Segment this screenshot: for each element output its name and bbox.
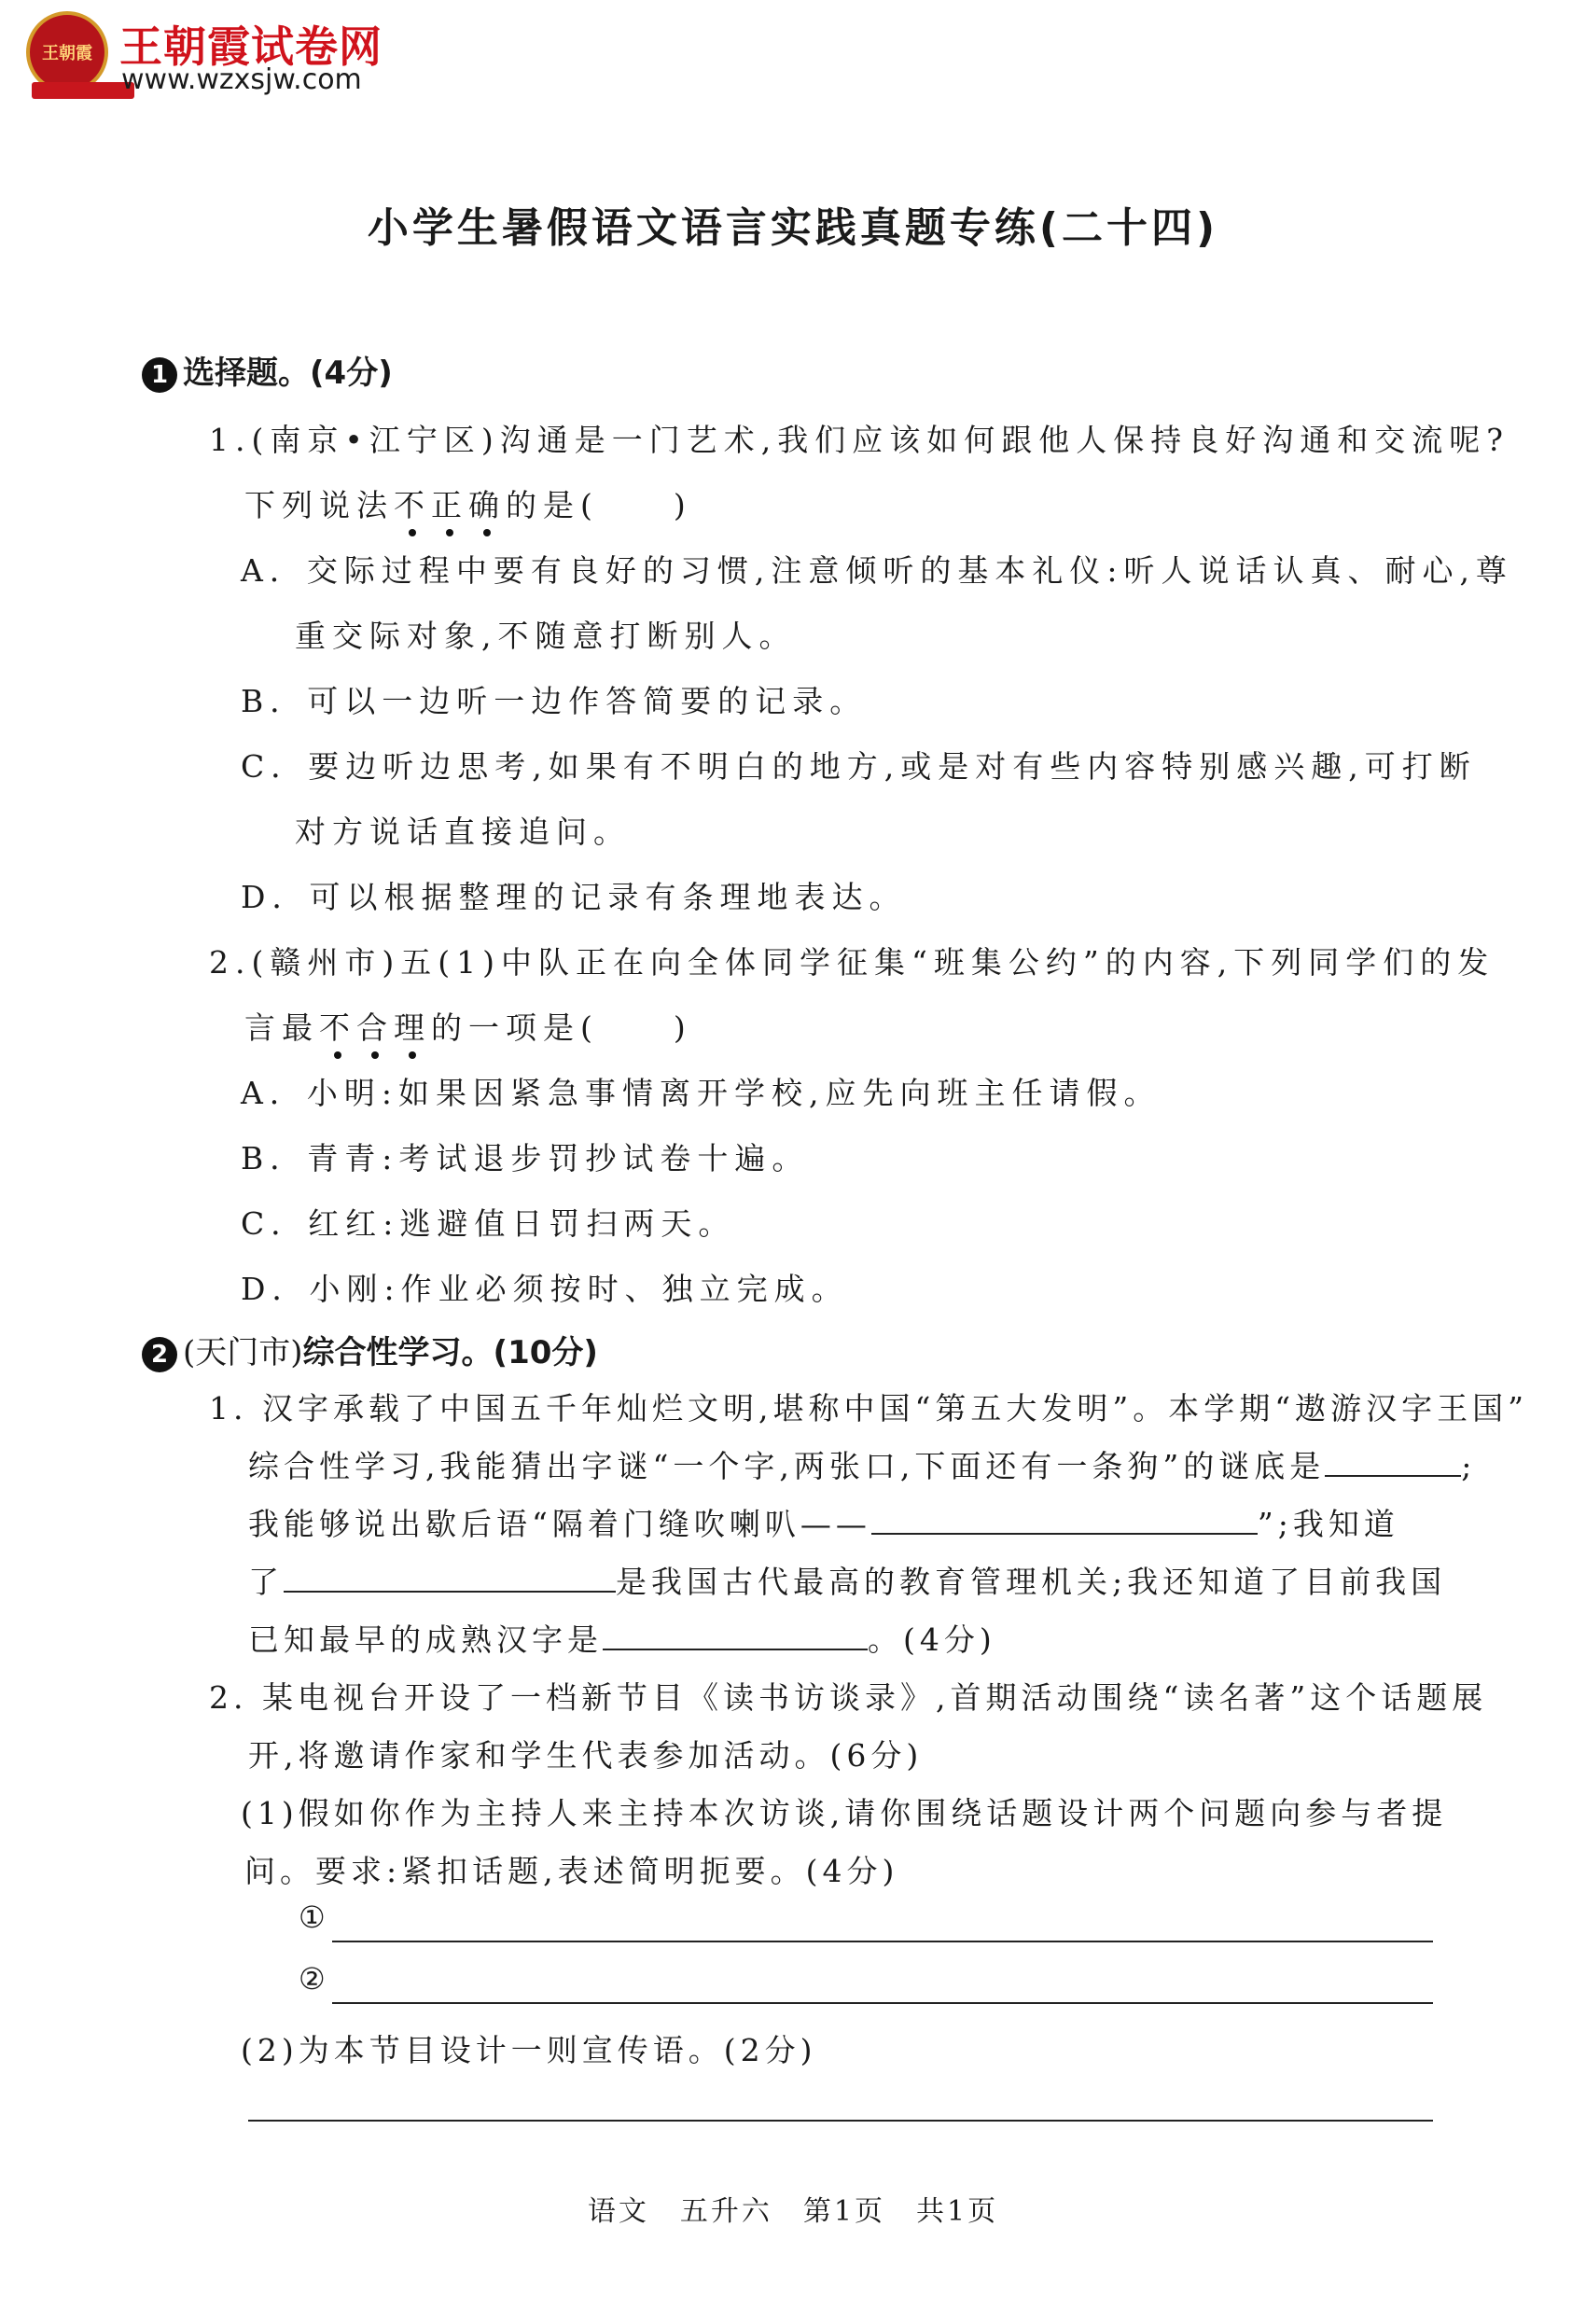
q1-prefix: 下列说法: [244, 487, 394, 523]
q2-prefix: 言最: [244, 1009, 319, 1046]
q1-option-a: A．交际过程中要有良好的习惯,注意倾听的基本礼仪:听人说话认真、耐心,尊: [241, 552, 1513, 589]
s2q1-text: 。(4分): [868, 1621, 996, 1658]
q1-option-b: B．可以一边听一边作答简要的记录。: [241, 683, 868, 719]
q2-option-b: B．青青:考试退步罚抄试卷十遍。: [241, 1140, 810, 1176]
s2q1-text: ;: [1461, 1448, 1477, 1484]
emph-char: 不: [319, 1009, 356, 1046]
q1-option-c: C．要边听边思考,如果有不明白的地方,或是对有些内容特别感兴趣,可打断: [241, 748, 1477, 785]
s2q2-part1-line1: (1)假如你作为主持人来主持本次访谈,请你围绕话题设计两个问题向参与者提: [241, 1795, 1448, 1831]
s2q1-text: 了: [248, 1564, 284, 1600]
s2q1-text: 我能够说出歇后语“隔着门缝吹喇叭——: [248, 1506, 871, 1542]
s2q2-line1: 2. 某电视台开设了一档新节目《读书访谈录》,首期活动围绕“读名著”这个话题展: [209, 1679, 1488, 1716]
emph-char: 合: [356, 1009, 394, 1046]
emph-char: 确: [468, 487, 506, 523]
s2q2-line2: 开,将邀请作家和学生代表参加活动。(6分): [248, 1737, 924, 1774]
s2q1-line4: [248, 1558, 1446, 1602]
section2-region: (天门市): [183, 1334, 303, 1371]
q1-option-a-cont: 重交际对象,不随意打断别人。: [295, 618, 797, 654]
s2q1-line2: [248, 1442, 1476, 1486]
q1-suffix: 的是( ): [506, 487, 692, 523]
s2q1-text: 是我国古代最高的教育管理机关;我还知道了目前我国: [616, 1564, 1447, 1600]
emph-char: 理: [394, 1009, 431, 1046]
q2-line1: 2.(赣州市)五(1)中队正在向全体同学征集“班集公约”的内容,下列同学们的发: [209, 944, 1496, 981]
q1-line1: 1.(南京•江宁区)沟通是一门艺术,我们应该如何跟他人保持良好沟通和交流呢?: [209, 422, 1509, 458]
s2q2-part2: (2)为本节目设计一则宣传语。(2分): [241, 2032, 817, 2068]
answer-line-1[interactable]: [332, 1941, 1433, 1942]
s2q1-text: 已知最早的成熟汉字是: [248, 1621, 603, 1658]
circle-one-marker: ①: [299, 1900, 326, 1935]
answer-line-2[interactable]: [332, 2002, 1433, 2004]
q2-option-a: A．小明:如果因紧急事情离开学校,应先向班主任请假。: [241, 1075, 1162, 1111]
q2-option-c: C．红红:逃避值日罚扫两天。: [241, 1205, 736, 1242]
site-logo: [26, 11, 418, 104]
answer-line-3[interactable]: [248, 2120, 1433, 2122]
emph-char: 正: [431, 487, 468, 523]
q2-suffix: 的一项是( ): [431, 1009, 692, 1046]
answer-blank[interactable]: [871, 1505, 1258, 1535]
section1-heading: [142, 347, 393, 393]
page-footer: 语文 五升六 第1页 共1页: [587, 2195, 999, 2228]
section2-number: 2: [142, 1337, 177, 1372]
q1-option-c-cont: 对方说话直接追问。: [295, 814, 631, 850]
q1-option-d: D．可以根据整理的记录有条理地表达。: [241, 879, 907, 915]
s2q1-line5: [248, 1616, 996, 1660]
answer-blank[interactable]: [284, 1563, 616, 1593]
section1-title: 选择题。(4分): [183, 355, 393, 392]
q2-option-d: D．小刚:作业必须按时、独立完成。: [241, 1271, 849, 1307]
s2q1-text: ”;我知道: [1257, 1506, 1399, 1542]
q2-line2: [244, 1004, 692, 1048]
emph-char: 不: [394, 487, 431, 523]
site-url: www.wzxsjw.com: [121, 63, 362, 96]
s2q1-line3: [248, 1500, 1399, 1544]
section2-title: 综合性学习。(10分): [302, 1334, 598, 1371]
ribbon-decoration: [32, 82, 134, 99]
q1-line2: [244, 481, 692, 525]
circle-two-marker: ②: [299, 1961, 326, 1997]
answer-blank[interactable]: [603, 1621, 868, 1650]
section1-number: 1: [142, 357, 177, 393]
page-title: 小学生暑假语文语言实践真题专练(二十四): [367, 204, 1219, 252]
seal-text: 王朝霞: [42, 44, 92, 63]
answer-blank[interactable]: [1325, 1447, 1461, 1477]
s2q1-text: 综合性学习,我能猜出字谜“一个字,两张口,下面还有一条狗”的谜底是: [248, 1448, 1326, 1484]
seal-icon: [26, 11, 108, 93]
s2q1-line1: 1. 汉字承载了中国五千年灿烂文明,堪称中国“第五大发明”。本学期“遨游汉字王国”: [209, 1390, 1528, 1426]
section2-heading: [142, 1327, 598, 1372]
s2q2-part1-line2: 问。要求:紧扣话题,表述简明扼要。(4分): [244, 1853, 899, 1889]
site-name: 王朝霞试卷网: [119, 21, 383, 72]
